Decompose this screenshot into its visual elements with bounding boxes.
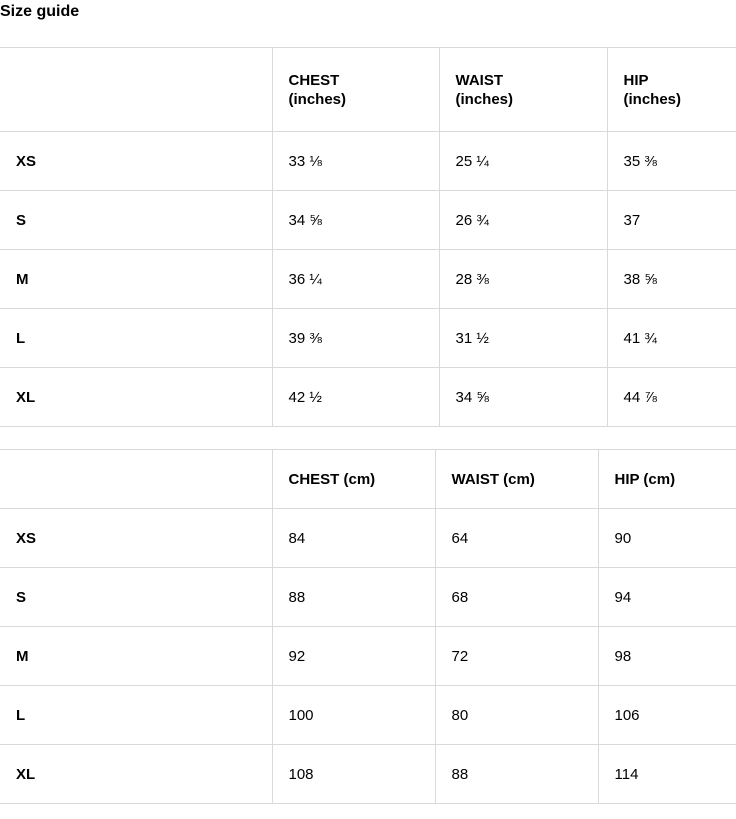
size-table-inches [0,47,736,427]
cell-m-hip-cm: 98 [598,627,736,686]
row-label-s-cm: S [0,568,272,627]
header-hip-line2: (inches) [623,90,682,108]
table-header-corner [0,48,272,132]
table-row [0,132,736,191]
table-row [0,627,736,686]
size-guide-page [0,2,736,804]
table-header-chest [272,48,439,132]
cell-s-hip-cm: 94 [598,568,736,627]
cell-xl-hip-cm: 114 [598,745,736,804]
table-header-waist [439,48,607,132]
cell-m-waist: 28 ⅜ [439,250,607,309]
header-hip-line1: HIP [623,71,649,89]
cell-m-hip: 38 ⅝ [607,250,736,309]
row-label-m: M [0,250,272,309]
table-header-chest-cm: CHEST (cm) [272,450,435,509]
cell-s-chest: 34 ⅝ [272,191,439,250]
header-waist-line2: (inches) [455,90,514,108]
table-row [0,250,736,309]
cell-s-hip: 37 [607,191,736,250]
cell-xl-waist: 34 ⅝ [439,368,607,427]
table-header-hip-cm: HIP (cm) [598,450,736,509]
cell-xl-waist-cm: 88 [435,745,598,804]
row-label-xs-cm: XS [0,509,272,568]
cell-s-waist-cm: 68 [435,568,598,627]
table-row [0,745,736,804]
cell-m-chest-cm: 92 [272,627,435,686]
cell-xs-waist: 25 ¼ [439,132,607,191]
table-header-row [0,450,736,509]
cell-xs-waist-cm: 64 [435,509,598,568]
table-header-row [0,48,736,132]
table-row [0,191,736,250]
cell-l-chest-cm: 100 [272,686,435,745]
table-row [0,509,736,568]
cell-l-hip-cm: 106 [598,686,736,745]
cell-xs-hip: 35 ⅜ [607,132,736,191]
row-label-l-cm: L [0,686,272,745]
cell-xl-hip: 44 ⅞ [607,368,736,427]
row-label-m-cm: M [0,627,272,686]
size-table-cm [0,449,736,804]
row-label-s: S [0,191,272,250]
cell-xs-chest: 33 ⅛ [272,132,439,191]
table-header-corner [0,450,272,509]
row-label-xs: XS [0,132,272,191]
header-chest-line1: CHEST [288,71,340,89]
table-row [0,368,736,427]
cell-m-chest: 36 ¼ [272,250,439,309]
row-label-xl: XL [0,368,272,427]
cell-l-waist: 31 ½ [439,309,607,368]
cell-l-waist-cm: 80 [435,686,598,745]
cell-m-waist-cm: 72 [435,627,598,686]
cell-xs-hip-cm: 90 [598,509,736,568]
page-title: Size guide [0,3,80,20]
table-row [0,309,736,368]
cell-l-chest: 39 ⅜ [272,309,439,368]
cell-xl-chest-cm: 108 [272,745,435,804]
row-label-xl-cm: XL [0,745,272,804]
table-header-waist-cm: WAIST (cm) [435,450,598,509]
cell-xs-chest-cm: 84 [272,509,435,568]
table-row [0,686,736,745]
table-row [0,568,736,627]
cell-xl-chest: 42 ½ [272,368,439,427]
table-header-hip [607,48,736,132]
cell-l-hip: 41 ¾ [607,309,736,368]
row-label-l: L [0,309,272,368]
header-waist-line1: WAIST [455,71,503,89]
cell-s-waist: 26 ¾ [439,191,607,250]
header-chest-line2: (inches) [288,90,347,108]
cell-s-chest-cm: 88 [272,568,435,627]
